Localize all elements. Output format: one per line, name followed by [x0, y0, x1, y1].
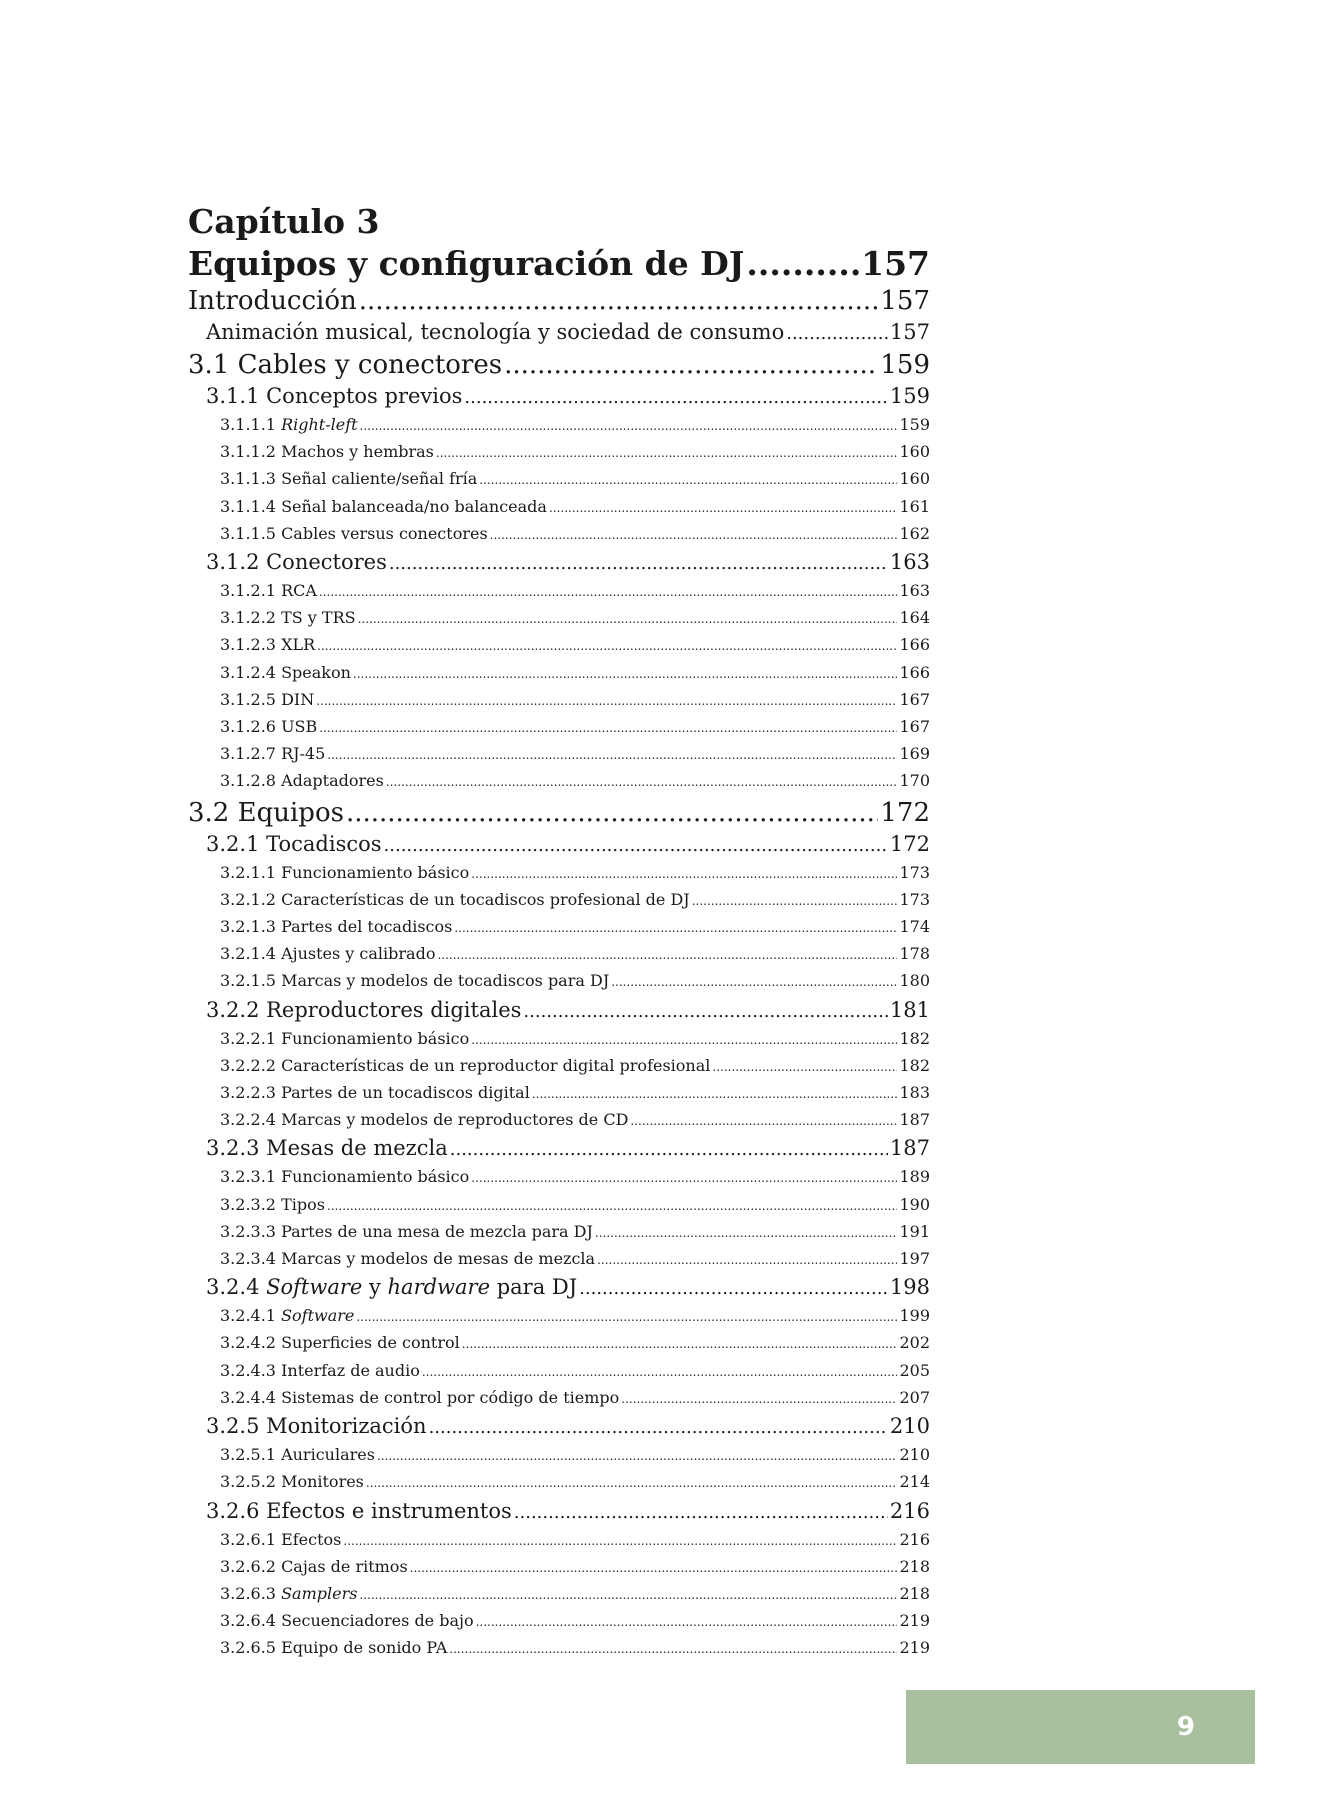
toc-entry-title-text: 3.2.3.2 Tipos: [220, 1194, 325, 1214]
toc-entry-title: [206, 318, 784, 346]
toc-entry[interactable]: [188, 1080, 930, 1107]
toc-entry-title: [220, 466, 477, 491]
toc-entry[interactable]: [188, 412, 930, 439]
toc-entry-page: 160: [899, 442, 930, 462]
toc-entry-title-text: 3.1.2.8 Adaptadores: [220, 771, 384, 791]
toc-entry-title: [220, 1053, 710, 1078]
toc-leader-dots: [549, 494, 898, 521]
toc-leader-dots: [410, 1554, 898, 1581]
toc-entry[interactable]: [188, 1273, 930, 1303]
toc-entry-title-text: 3.2.4.2 Superficies de control: [220, 1333, 460, 1353]
toc-entry[interactable]: [188, 1469, 930, 1496]
toc-entry-title-italic: Right-left: [281, 415, 358, 434]
toc-leader-dots: [436, 439, 898, 466]
toc-entry-page: 167: [899, 689, 930, 709]
toc-leader-dots: [611, 968, 897, 995]
toc-leader-dots: [358, 605, 898, 632]
toc-entry[interactable]: [188, 1053, 930, 1080]
toc-leader-dots: [712, 1053, 897, 1080]
toc-entry-title-text: 3.2.4.1: [220, 1306, 282, 1326]
toc-entry-page: 218: [899, 1583, 930, 1603]
toc-entry-title-text: 3.2.1.1 Funcionamiento básico: [220, 862, 470, 882]
toc-entry-title-text: 3.1.2.6 USB: [220, 717, 318, 737]
toc-entry[interactable]: [188, 887, 930, 914]
toc-entry[interactable]: [188, 1581, 930, 1608]
toc-entry-page: 210: [899, 1445, 930, 1465]
toc-entry[interactable]: [188, 741, 930, 768]
toc-entry-title-text: 3.2.6.2 Cajas de ritmos: [220, 1556, 408, 1576]
toc-entry-page: 197: [899, 1249, 930, 1269]
toc-entry-title: [220, 1635, 447, 1660]
toc-entry-title: [220, 632, 315, 657]
toc-leader-dots: [504, 348, 878, 382]
toc-entry-title: [220, 1554, 408, 1579]
toc-leader-dots: [786, 318, 888, 348]
toc-entry-title-text: 3.1.2.3 XLR: [220, 635, 316, 655]
toc-entry-title-text: 3.2.5.1 Auriculares: [220, 1445, 375, 1465]
toc-entry[interactable]: [188, 714, 930, 741]
toc-leader-dots: [327, 1192, 898, 1219]
toc-leader-dots: [356, 1303, 897, 1330]
toc-leader-dots: [359, 1581, 897, 1608]
toc-entry-title: [220, 660, 351, 685]
toc-entry-title-text: 3.2.2.2 Características de un reproductor digital profesional: [220, 1055, 711, 1075]
toc-entry-title-text: 3.2.2.4 Marcas y modelos de reproductores de CD: [220, 1110, 629, 1130]
toc-entry-title: [206, 1134, 448, 1162]
toc-entry[interactable]: [188, 830, 930, 860]
toc-entry[interactable]: [188, 318, 930, 348]
toc-entry-title-italic: Software: [266, 1275, 363, 1300]
toc-leader-dots: [327, 741, 897, 768]
toc-entry-title-text: 3.2.1 Tocadiscos: [206, 831, 382, 856]
toc-entry-title: [206, 1497, 512, 1525]
toc-entry-title: [220, 1080, 530, 1105]
toc-entry-title-text: Equipos y configuración de DJ: [188, 244, 745, 283]
toc-entry-title: [220, 941, 435, 966]
toc-entry-page: 219: [899, 1611, 930, 1631]
toc-entry-title-text: 3.1.1.5 Cables versus conectores: [220, 523, 488, 543]
toc-entry-title-text: Introducción: [188, 286, 357, 316]
toc-entry[interactable]: [188, 632, 930, 659]
toc-entry-title: [220, 439, 434, 464]
toc-entry-title-text: 3.2.6.5 Equipo de sonido PA: [220, 1638, 448, 1658]
toc-entry-title-text: Animación musical, tecnología y sociedad de consumo: [206, 320, 785, 344]
toc-entry-title: [220, 1026, 469, 1051]
toc-entry-title: [220, 1608, 474, 1633]
toc-entry[interactable]: [188, 996, 930, 1026]
toc-leader-dots: [454, 914, 897, 941]
toc-leader-dots: [343, 1527, 897, 1554]
toc-entry-title-text: 3.2.5.2 Monitores: [220, 1472, 364, 1492]
toc-leader-dots: [429, 1412, 888, 1442]
toc-entry-title: [220, 1164, 469, 1189]
toc-entry[interactable]: [188, 1107, 930, 1134]
toc-entry-title-text: 3.1.2.4 Speakon: [220, 662, 351, 682]
toc-entry-title-text: 3.2.6.3: [220, 1583, 282, 1603]
toc-entry-title-text: 3.1.1.4 Señal balanceada/no balanceada: [220, 496, 547, 516]
toc-entry-title-text: 3.2.4.4 Sistemas de control por código de tiempo: [220, 1387, 620, 1407]
toc-entry-title: [220, 1527, 341, 1552]
toc-entry-title: [188, 796, 344, 830]
toc-entry-page: 172: [889, 831, 930, 856]
page-number-badge: [906, 1690, 1255, 1764]
toc-entry-title-text: 3.2.4.3 Interfaz de audio: [220, 1360, 420, 1380]
toc-entry[interactable]: [188, 521, 930, 548]
toc-entry[interactable]: [188, 348, 930, 382]
toc-leader-dots: [746, 244, 859, 284]
toc-leader-dots: [449, 1635, 897, 1662]
toc-entry-page: 191: [899, 1221, 930, 1241]
toc-leader-dots: [692, 887, 898, 914]
toc-entry[interactable]: [188, 1412, 930, 1442]
toc-leader-dots: [319, 578, 898, 605]
toc-leader-dots: [437, 941, 897, 968]
toc-leader-dots: [514, 1497, 888, 1527]
toc-entry-title-text: 3.1.2.1 RCA: [220, 581, 317, 601]
toc-entry[interactable]: [188, 660, 930, 687]
toc-entry-title: [220, 687, 314, 712]
toc-entry-title: [220, 578, 317, 603]
toc-leader-dots: [479, 466, 897, 493]
toc-entry-page: 166: [899, 635, 930, 655]
toc-entry-page: 183: [899, 1083, 930, 1103]
toc-leader-dots: [621, 1385, 897, 1412]
toc-entry-title-text: 3.2.1.2 Características de un tocadiscos profesional de DJ: [220, 889, 690, 909]
toc-entry[interactable]: [188, 796, 930, 830]
toc-entry-page: 187: [889, 1136, 930, 1161]
toc-entry[interactable]: [188, 1527, 930, 1554]
toc-entry-title-text: 3.2.4: [206, 1275, 267, 1300]
toc-leader-dots: [471, 1026, 897, 1053]
toc-entry[interactable]: [188, 914, 930, 941]
toc-entry-title-text: 3.1.2.5 DIN: [220, 689, 315, 709]
toc-entry-title: [206, 1412, 427, 1440]
toc-leader-dots: [595, 1219, 898, 1246]
toc-entry-page: 173: [899, 889, 930, 909]
toc-entry-page: 190: [899, 1194, 930, 1214]
toc-entry[interactable]: [188, 968, 930, 995]
chapter-label: Capítulo 3: [188, 202, 380, 241]
page-number: 9: [1176, 1712, 1195, 1742]
toc-entry[interactable]: [188, 1134, 930, 1164]
toc-entry-title: [220, 968, 609, 993]
toc-entry-title-text: 3.1.1.2 Machos y hembras: [220, 442, 434, 462]
toc-entry-page: 164: [899, 608, 930, 628]
toc-entry-title: [188, 284, 357, 318]
toc-entry-page: 162: [899, 523, 930, 543]
toc-entry[interactable]: [188, 1192, 930, 1219]
toc-leader-dots: [319, 714, 897, 741]
toc-entry-title-text: 3.2.6 Efectos e instrumentos: [206, 1498, 512, 1523]
toc-entry-title-text: 3.1.1 Conceptos previos: [206, 384, 463, 408]
toc-leader-dots: [464, 382, 887, 412]
toc-entries: [188, 244, 930, 1663]
toc-entry-title: [220, 1469, 364, 1494]
toc-entry-title-text: 3.2.1.4 Ajustes y calibrado: [220, 944, 436, 964]
toc-entry-page: 214: [899, 1472, 930, 1492]
toc-entry-title-text: 3.2.3.4 Marcas y modelos de mesas de mezcla: [220, 1249, 596, 1269]
toc-entry-title: [220, 1219, 593, 1244]
toc-entry-title-text: 3.2.3.1 Funcionamiento básico: [220, 1167, 470, 1187]
toc-entry-title-text: 3.1.2 Conectores: [206, 550, 387, 575]
toc-entry-page: 181: [889, 997, 930, 1022]
toc-entry-title-italic: Samplers: [281, 1583, 358, 1603]
toc-entry-title: [206, 996, 521, 1024]
toc-entry-title-text: 3.2.3.3 Partes de una mesa de mezcla para DJ: [220, 1221, 593, 1241]
toc-entry-title-text: 3.2.2 Reproductores digitales: [206, 997, 522, 1022]
toc-entry-page: 159: [880, 350, 930, 380]
toc-leader-dots: [579, 1273, 888, 1303]
table-of-contents: [188, 200, 930, 1663]
toc-entry-page: 160: [899, 469, 930, 489]
toc-entry-title: [220, 1385, 619, 1410]
toc-entry[interactable]: [188, 768, 930, 795]
toc-entry-page: 218: [899, 1556, 930, 1576]
toc-entry-page: 157: [861, 244, 930, 283]
toc-entry-title: [220, 1330, 460, 1355]
toc-entry[interactable]: [188, 1385, 930, 1412]
toc-entry[interactable]: [188, 1442, 930, 1469]
toc-entry[interactable]: [188, 284, 930, 318]
toc-leader-dots: [476, 1608, 898, 1635]
toc-entry-page: 157: [880, 286, 930, 316]
toc-leader-dots: [360, 412, 898, 439]
toc-entry-page: 202: [899, 1333, 930, 1353]
toc-entry[interactable]: [188, 941, 930, 968]
toc-entry[interactable]: [188, 548, 930, 578]
toc-entry-title: [220, 1442, 375, 1467]
toc-leader-dots: [386, 768, 898, 795]
toc-entry-title: [220, 1107, 628, 1132]
toc-entry-title: [220, 914, 452, 939]
toc-entry-title: [220, 1358, 420, 1383]
toc-entry[interactable]: [188, 382, 930, 412]
toc-entry-title-italic: Software: [281, 1306, 355, 1326]
toc-leader-dots: [597, 1246, 897, 1273]
toc-entry[interactable]: [188, 1608, 930, 1635]
toc-entry-title-text: 3.2.3 Mesas de mezcla: [206, 1136, 448, 1161]
toc-leader-dots: [359, 284, 879, 318]
toc-entry[interactable]: [188, 1303, 930, 1330]
toc-entry[interactable]: [188, 687, 930, 714]
toc-entry[interactable]: [188, 1554, 930, 1581]
toc-entry-page: 219: [899, 1638, 930, 1658]
toc-entry-title: [206, 382, 462, 410]
toc-entry-page: 159: [889, 384, 930, 408]
toc-leader-dots: [316, 687, 897, 714]
toc-entry-page: 169: [899, 744, 930, 764]
toc-entry-page: 198: [889, 1275, 930, 1300]
toc-entry-title-text: 3.1.1.1: [220, 415, 282, 434]
toc-entry-title-italic: hardware: [387, 1275, 491, 1300]
toc-entry-title-text: y: [362, 1275, 388, 1300]
toc-entry-page: 157: [889, 320, 930, 344]
toc-entry[interactable]: [188, 1026, 930, 1053]
toc-entry-title-text: 3.2.2.3 Partes de un tocadiscos digital: [220, 1083, 530, 1103]
toc-entry-page: 187: [899, 1110, 930, 1130]
toc-entry-page: 210: [889, 1414, 930, 1439]
toc-entry-title: [220, 494, 547, 519]
toc-entry-title: [206, 830, 382, 858]
toc-entry-title-text: 3.2.6.1 Efectos: [220, 1529, 342, 1549]
toc-entry-title: [220, 1246, 595, 1271]
toc-entry[interactable]: [188, 1497, 930, 1527]
toc-entry-page: 172: [880, 797, 930, 828]
toc-entry[interactable]: [188, 1635, 930, 1662]
toc-leader-dots: [422, 1358, 898, 1385]
toc-leader-dots: [384, 830, 888, 860]
toc-entry-title: [220, 768, 384, 793]
toc-entry[interactable]: [188, 1246, 930, 1273]
toc-entry[interactable]: [188, 466, 930, 493]
toc-leader-dots: [346, 796, 878, 830]
toc-leader-dots: [377, 1442, 898, 1469]
toc-leader-dots: [523, 996, 888, 1026]
toc-entry-title: [206, 1273, 577, 1301]
toc-entry-title: [220, 1192, 325, 1217]
toc-leader-dots: [532, 1080, 898, 1107]
toc-entry-title-text: 3.1.2.2 TS y TRS: [220, 608, 356, 628]
toc-entry-page: 163: [889, 550, 930, 575]
toc-entry-title: [220, 741, 325, 766]
toc-leader-dots: [471, 1164, 897, 1191]
toc-entry-page: 163: [899, 581, 930, 601]
toc-entry-title: [188, 348, 502, 382]
toc-entry-page: 166: [899, 662, 930, 682]
toc-leader-dots: [462, 1330, 898, 1357]
toc-entry-page: 180: [899, 971, 930, 991]
toc-entry[interactable]: [188, 860, 930, 887]
toc-entry-title: [220, 860, 469, 885]
toc-leader-dots: [490, 521, 898, 548]
toc-entry-page: 216: [899, 1529, 930, 1549]
toc-entry-title-text: 3.2 Equipos: [188, 797, 344, 828]
toc-entry-title: [220, 1581, 357, 1606]
toc-entry-title: [206, 548, 387, 576]
toc-entry[interactable]: [188, 244, 930, 284]
toc-entry-title-text: 3.2.1.3 Partes del tocadiscos: [220, 917, 453, 937]
toc-entry[interactable]: [188, 494, 930, 521]
toc-leader-dots: [450, 1134, 888, 1164]
toc-entry-page: 159: [899, 415, 930, 434]
toc-entry-title-text: 3.2.2.1 Funcionamiento básico: [220, 1028, 470, 1048]
toc-entry[interactable]: [188, 578, 930, 605]
toc-entry-page: 205: [899, 1360, 930, 1380]
toc-entry-title: [220, 887, 690, 912]
toc-entry[interactable]: [188, 605, 930, 632]
toc-leader-dots: [353, 660, 898, 687]
toc-entry-page: 173: [899, 862, 930, 882]
toc-entry-page: 189: [899, 1167, 930, 1187]
toc-leader-dots: [317, 632, 897, 659]
toc-entry-page: 170: [899, 771, 930, 791]
toc-entry-page: 174: [899, 917, 930, 937]
toc-entry-title: [220, 714, 317, 739]
toc-entry-page: 167: [899, 717, 930, 737]
toc-leader-dots: [471, 860, 897, 887]
toc-entry[interactable]: [188, 1330, 930, 1357]
toc-entry-page: 178: [899, 944, 930, 964]
toc-entry-title-text: 3.2.5 Monitorización: [206, 1414, 427, 1439]
toc-entry-page: 207: [899, 1387, 930, 1407]
toc-entry-title: [188, 244, 744, 284]
toc-entry-title: [220, 412, 358, 437]
toc-entry-page: 216: [889, 1498, 930, 1523]
toc-entry-title: [220, 1303, 354, 1328]
toc-entry[interactable]: [188, 1219, 930, 1246]
toc-leader-dots: [366, 1469, 898, 1496]
toc-entry-title-text: para DJ: [490, 1275, 578, 1300]
toc-entry-page: 199: [899, 1306, 930, 1326]
toc-entry[interactable]: [188, 1358, 930, 1385]
toc-entry[interactable]: [188, 1164, 930, 1191]
toc-entry-page: 182: [899, 1055, 930, 1075]
toc-entry-title-text: 3.1.1.3 Señal caliente/señal fría: [220, 469, 478, 489]
toc-entry-title-text: 3.2.6.4 Secuenciadores de bajo: [220, 1611, 474, 1631]
toc-entry-page: 182: [899, 1028, 930, 1048]
toc-entry-title-text: 3.1.2.7 RJ-45: [220, 744, 326, 764]
toc-entry[interactable]: [188, 439, 930, 466]
toc-entry-title-text: 3.1 Cables y conectores: [188, 350, 503, 380]
toc-leader-dots: [389, 548, 888, 578]
toc-entry-title: [220, 521, 488, 546]
toc-leader-dots: [630, 1107, 897, 1134]
toc-entry-title: [220, 605, 356, 630]
toc-entry-page: 161: [899, 496, 930, 516]
toc-entry-title-text: 3.2.1.5 Marcas y modelos de tocadiscos para DJ: [220, 971, 610, 991]
